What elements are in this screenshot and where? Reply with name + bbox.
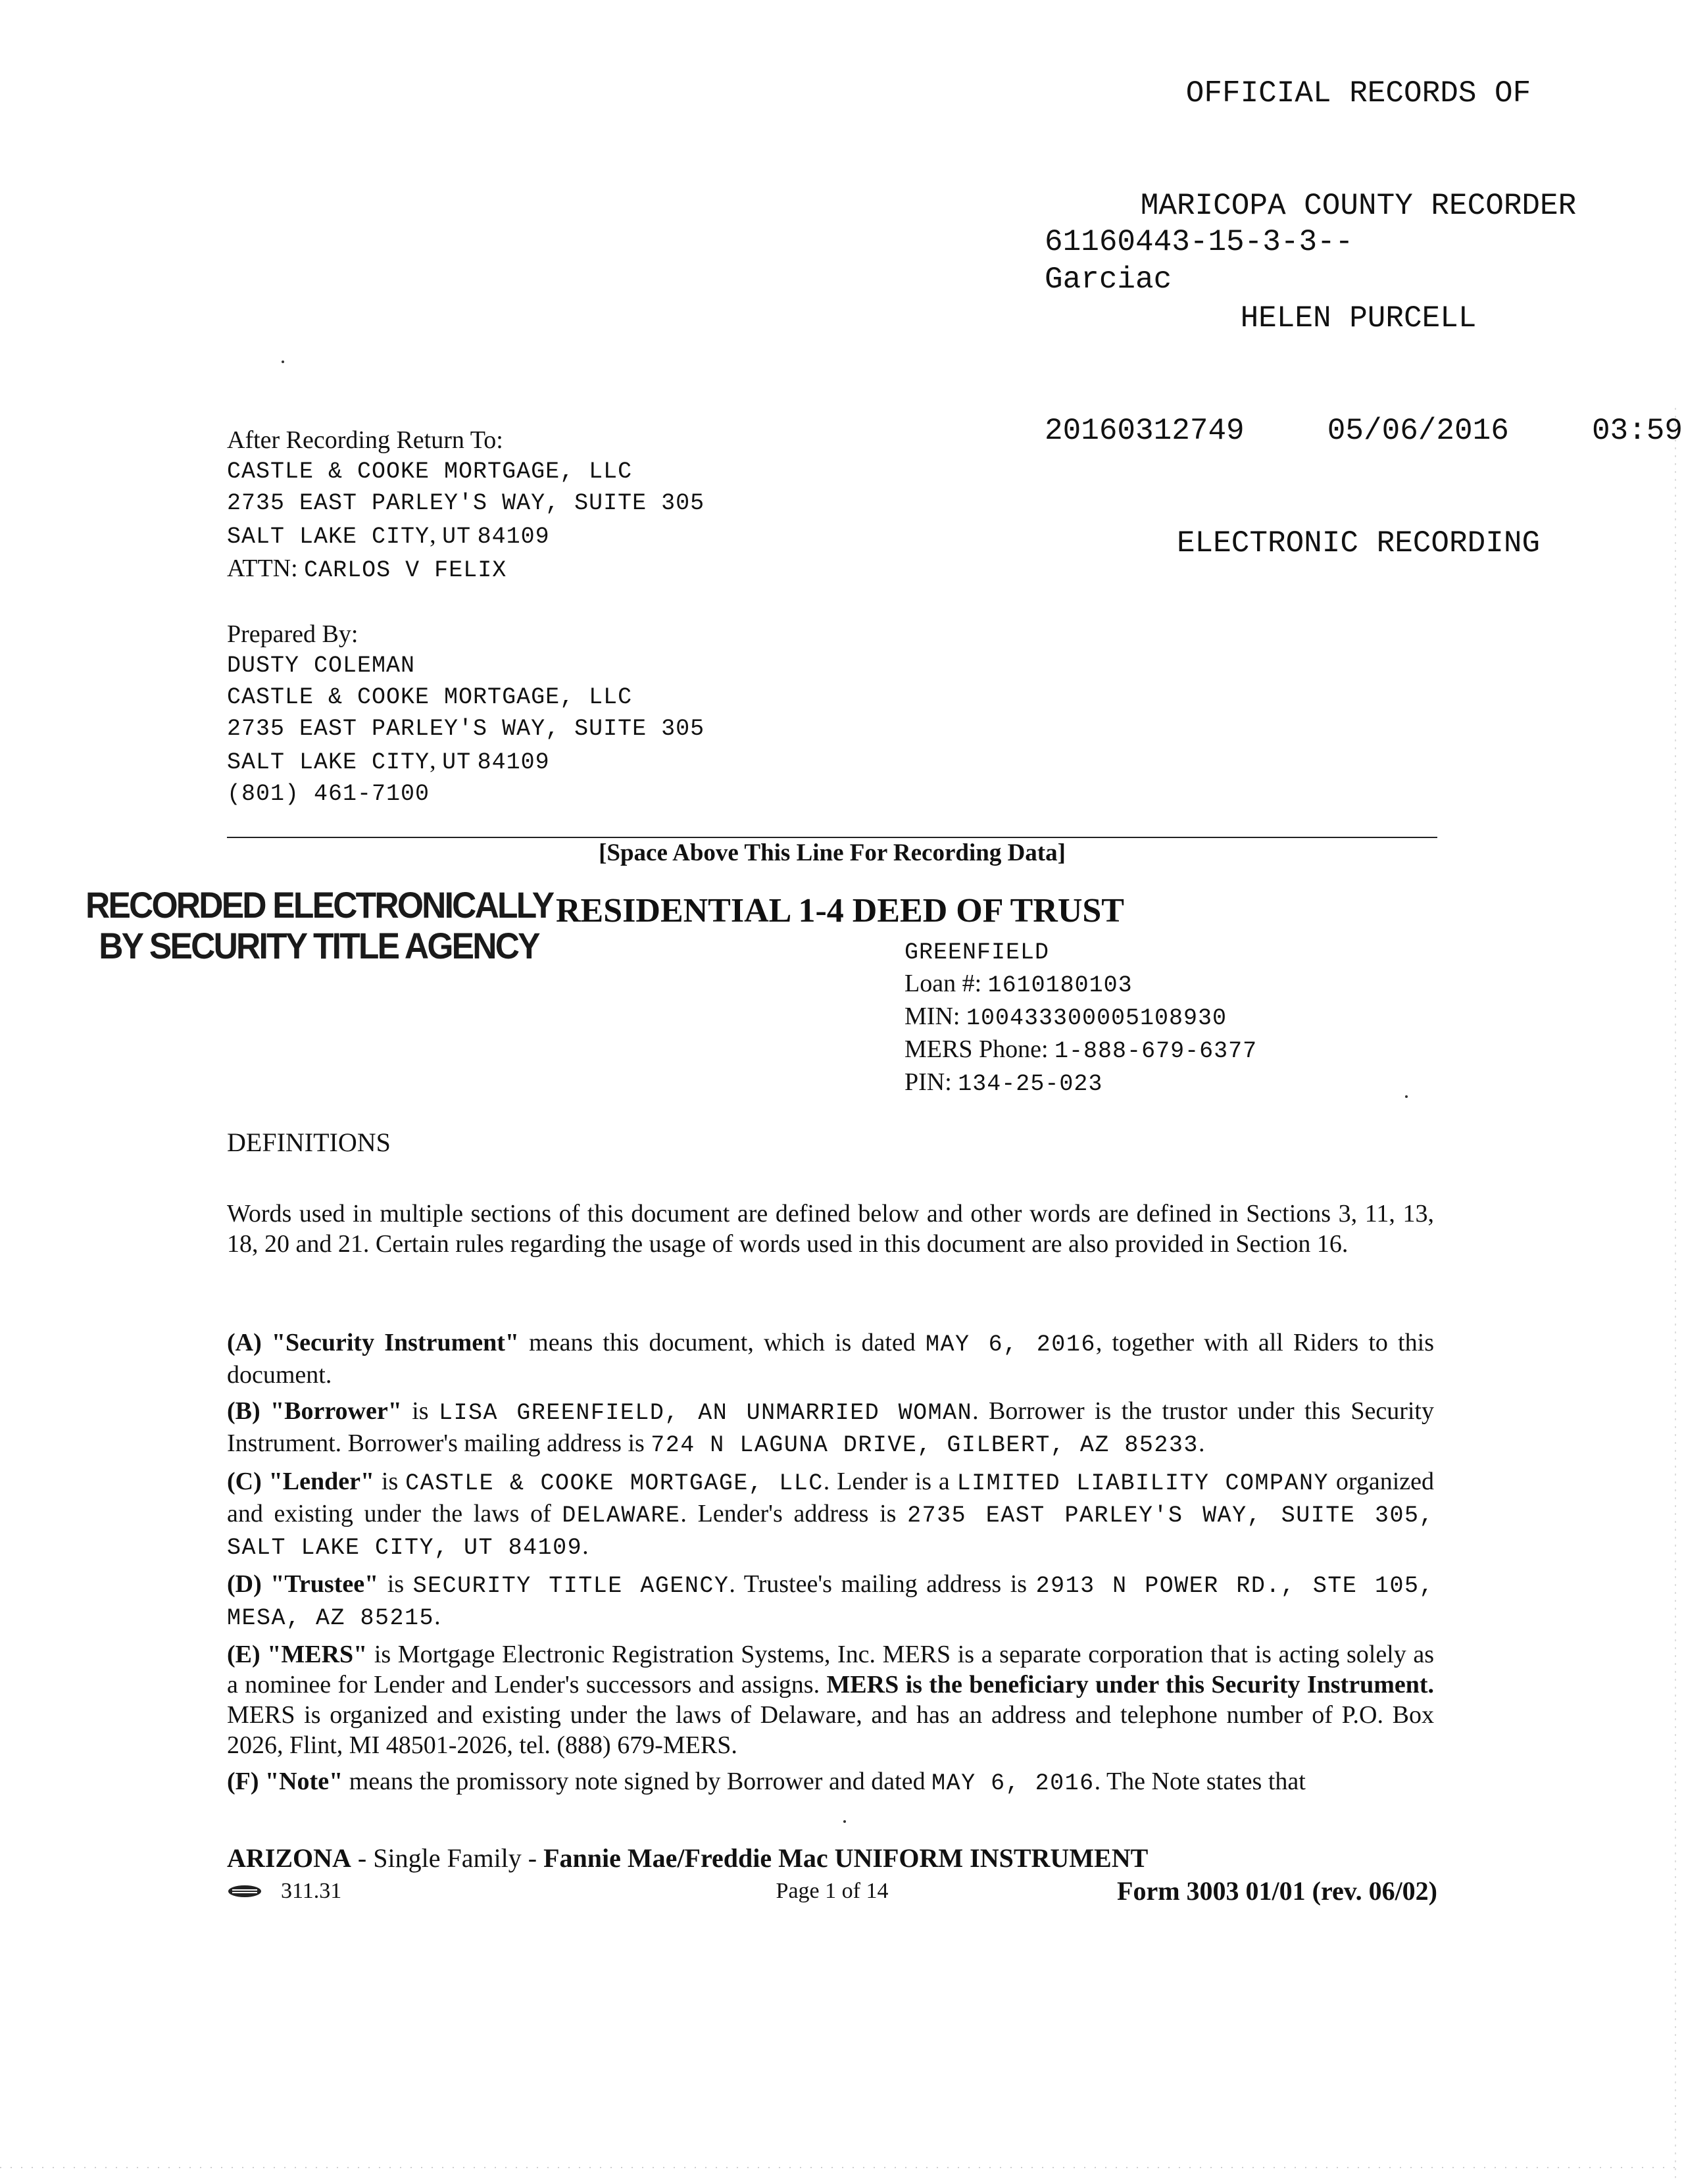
return-to-zip: 84109 bbox=[477, 524, 550, 550]
def-d-term: (D) "Trustee" bbox=[227, 1570, 379, 1598]
prepared-by-state: UT bbox=[442, 749, 472, 776]
reference-block bbox=[1045, 224, 1353, 299]
recording-number-row bbox=[1033, 412, 1684, 450]
prepared-by-phone: (801) 461-7100 bbox=[227, 781, 430, 807]
footer-state: ARIZONA bbox=[227, 1843, 351, 1873]
def-d-trustee: SECURITY TITLE AGENCY bbox=[412, 1573, 730, 1599]
definitions-list bbox=[227, 1328, 1434, 1804]
definitions-heading: DEFINITIONS bbox=[227, 1128, 391, 1157]
return-to-company: CASTLE & COOKE MORTGAGE, LLC bbox=[227, 459, 633, 485]
reference-name: Garciac bbox=[1045, 262, 1172, 297]
recorded-electronically-stamp bbox=[86, 885, 553, 966]
def-c-text1: is bbox=[374, 1468, 406, 1495]
rec-stamp-line2: BY SECURITY TITLE AGENCY bbox=[99, 925, 539, 966]
recorder-stamp-line1: OFFICIAL RECORDS OF bbox=[1185, 76, 1531, 111]
page-label: Page bbox=[776, 1879, 820, 1903]
def-f-text2: . The Note states that bbox=[1094, 1768, 1306, 1795]
min-number: 100433300005108930 bbox=[966, 1005, 1227, 1031]
def-c-text2: . Lender is a bbox=[823, 1468, 957, 1495]
scan-edge-artifact bbox=[1674, 408, 1677, 2184]
recorder-stamp bbox=[1033, 0, 1684, 600]
def-b-borrower: LISA GREENFIELD, AN UNMARRIED WOMAN bbox=[438, 1400, 973, 1426]
loan-borrower-name: GREENFIELD bbox=[904, 939, 1050, 966]
scan-bottom-artifact bbox=[0, 2161, 1684, 2174]
footer-title bbox=[227, 1842, 1148, 1875]
prepared-by-zip: 84109 bbox=[477, 749, 550, 776]
def-b-text1: is bbox=[401, 1397, 439, 1425]
reference-code: 61160443-15-3-3-- bbox=[1045, 225, 1354, 259]
recorder-stamp-line2: MARICOPA COUNTY RECORDER bbox=[1140, 189, 1577, 223]
prepared-by-heading: Prepared By: bbox=[227, 620, 359, 648]
recording-time: 03:59 bbox=[1591, 414, 1683, 448]
prepared-by-city: SALT LAKE CITY bbox=[227, 749, 430, 776]
definition-f bbox=[227, 1766, 1434, 1799]
return-to-block: After Recording Return To: CASTLE & COOKE MORTGAGE, LLC 2735 EAST PARLEY'S WAY, SUITE 305 SALT LAKE CITY, UT 84109 ATTN: CARLOS V FELIX bbox=[227, 424, 705, 586]
form-number: Form 3003 01/01 (rev. 06/02) bbox=[1117, 1876, 1437, 1906]
def-c-text3: organized and existing under the laws of bbox=[227, 1468, 1434, 1527]
def-e-bold: MERS is the beneficiary under this Security Instrument. bbox=[826, 1671, 1435, 1699]
def-c-text5: . bbox=[582, 1532, 589, 1560]
return-to-street: 2735 EAST PARLEY'S WAY, SUITE 305 bbox=[227, 490, 705, 516]
def-a-term: (A) "Security Instrument" bbox=[227, 1329, 520, 1356]
def-a-date: MAY 6, 2016 bbox=[925, 1331, 1096, 1358]
loan-info-block bbox=[904, 937, 1257, 1100]
def-a-text2: , together with all Riders to this document. bbox=[227, 1329, 1434, 1389]
space-above-label: [Space Above This Line For Recording Data] bbox=[599, 839, 1066, 866]
definition-a bbox=[227, 1328, 1434, 1390]
page-number: 1 bbox=[825, 1879, 837, 1903]
footer-sep: - Single Family - bbox=[351, 1843, 544, 1873]
def-b-text3: . bbox=[1198, 1429, 1205, 1457]
def-e-term: (E) "MERS" bbox=[227, 1641, 368, 1668]
def-b-text2: . Borrower is the trustor under this Security Instrument. Borrower's mailing address is bbox=[227, 1397, 1434, 1457]
prepared-by-name: DUSTY COLEMAN bbox=[227, 653, 416, 679]
loan-number: 1610180103 bbox=[987, 972, 1133, 999]
footer-instrument: Fannie Mae/Freddie Mac UNIFORM INSTRUMENT bbox=[543, 1843, 1149, 1873]
def-e-text1: is Mortgage Electronic Registration Systems, Inc. MERS is a separate corporation that is acting solely as a nominee for Lender and Lender's successors and assigns. bbox=[227, 1641, 1435, 1699]
def-b-term: (B) "Borrower" bbox=[227, 1397, 402, 1425]
page-of: of bbox=[841, 1879, 860, 1903]
return-to-state: UT bbox=[442, 524, 472, 550]
def-b-address: 724 N LAGUNA DRIVE, GILBERT, AZ 85233 bbox=[651, 1432, 1199, 1458]
scan-speck bbox=[282, 360, 284, 363]
attn-name: CARLOS V FELIX bbox=[304, 557, 507, 583]
attn-label: ATTN: bbox=[227, 555, 298, 582]
def-e-text2: MERS is organized and existing under the laws of Delaware, and has an address and telephone number of P.O. Box 2026, Flint, MI 48501-2026, tel. (888) 679-MERS. bbox=[227, 1701, 1434, 1759]
rec-stamp-line1: RECORDED ELECTRONICALLY bbox=[86, 884, 553, 926]
definition-b bbox=[227, 1396, 1434, 1460]
prepared-by-company: CASTLE & COOKE MORTGAGE, LLC bbox=[227, 684, 633, 710]
def-d-text3: . bbox=[434, 1602, 441, 1630]
document-title: RESIDENTIAL 1-4 DEED OF TRUST bbox=[556, 892, 1124, 930]
form-code-number: 311.31 bbox=[281, 1879, 342, 1903]
def-d-address: 2913 N POWER RD., STE 105, MESA, AZ 85215 bbox=[227, 1573, 1434, 1631]
def-c-entity-type: LIMITED LIABILITY COMPANY bbox=[956, 1470, 1329, 1497]
mers-phone-label: MERS Phone: bbox=[904, 1035, 1049, 1063]
loan-label: Loan #: bbox=[904, 970, 982, 997]
recorder-stamp-line5: ELECTRONIC RECORDING bbox=[1176, 526, 1541, 560]
recording-date: 05/06/2016 bbox=[1327, 414, 1509, 448]
def-f-date: MAY 6, 2016 bbox=[931, 1770, 1095, 1797]
def-d-text1: is bbox=[378, 1570, 413, 1598]
min-label: MIN: bbox=[904, 1003, 960, 1030]
def-f-term: (F) "Note" bbox=[227, 1768, 343, 1795]
definition-c bbox=[227, 1466, 1434, 1563]
return-to-heading: After Recording Return To: bbox=[227, 426, 503, 454]
def-c-text4: . Lender's address is bbox=[680, 1500, 908, 1527]
recorder-stamp-line3: HELEN PURCELL bbox=[1240, 301, 1477, 335]
def-c-address: 2735 EAST PARLEY'S WAY, SUITE 305, SALT LAKE CITY, UT 84109 bbox=[227, 1502, 1434, 1561]
scan-speck bbox=[1405, 1095, 1408, 1098]
return-to-city: SALT LAKE CITY bbox=[227, 524, 430, 550]
prepared-by-street: 2735 EAST PARLEY'S WAY, SUITE 305 bbox=[227, 716, 705, 742]
page-total: 14 bbox=[866, 1879, 889, 1903]
intro-paragraph: Words used in multiple sections of this document are defined below and other words are defined in Sections 3, 11, 13, 18, 20 and 21. Certain rules regarding the usage of words used in this document are also provided in Section 16. bbox=[227, 1200, 1434, 1258]
mers-phone: 1-888-679-6377 bbox=[1054, 1038, 1258, 1064]
def-d-text2: . Trustee's mailing address is bbox=[729, 1570, 1036, 1598]
def-c-term: (C) "Lender" bbox=[227, 1468, 375, 1495]
prepared-by-block: Prepared By: DUSTY COLEMAN CASTLE & COOKE MORTGAGE, LLC 2735 EAST PARLEY'S WAY, SUITE 305 SALT LAKE CITY, UT 84109 (801) 461-7100 bbox=[227, 618, 705, 810]
def-c-state: DELAWARE bbox=[562, 1502, 681, 1529]
pin-label: PIN: bbox=[904, 1068, 952, 1096]
def-f-text1: means the promissory note signed by Borrower and dated bbox=[343, 1768, 932, 1795]
def-a-text1: means this document, which is dated bbox=[519, 1329, 926, 1356]
scan-speck bbox=[843, 1820, 846, 1823]
def-c-lender: CASTLE & COOKE MORTGAGE, LLC bbox=[405, 1470, 824, 1497]
definition-d bbox=[227, 1569, 1434, 1633]
definition-e bbox=[227, 1639, 1434, 1760]
pin-number: 134-25-023 bbox=[958, 1071, 1103, 1097]
footer-row bbox=[227, 1876, 1437, 1909]
recording-number: 20160312749 bbox=[1045, 414, 1245, 448]
